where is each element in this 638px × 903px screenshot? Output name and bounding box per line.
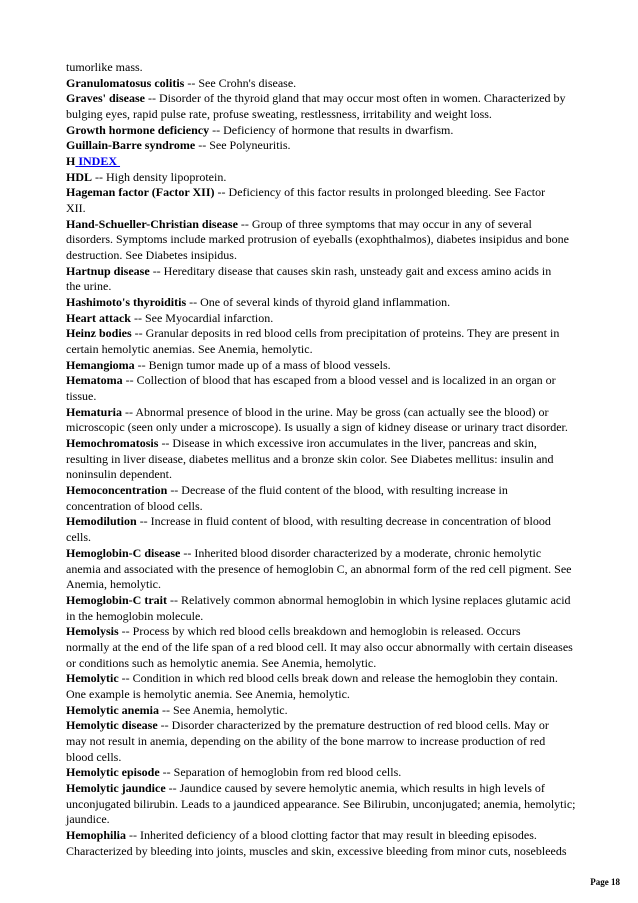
glossary-entry bbox=[66, 185, 606, 216]
glossary-entry bbox=[66, 624, 606, 671]
glossary-entry bbox=[66, 436, 606, 483]
entry-definition: Anemia, hemolytic. bbox=[66, 577, 161, 592]
entry-line bbox=[66, 201, 606, 217]
entry-term: Hageman factor (Factor XII) bbox=[66, 185, 215, 200]
entry-line bbox=[66, 358, 606, 374]
index-letter: H bbox=[66, 154, 76, 169]
entry-definition: -- See Polyneuritis. bbox=[198, 138, 291, 153]
entry-line bbox=[66, 609, 606, 625]
entry-line bbox=[66, 624, 606, 640]
entry-line bbox=[66, 279, 606, 295]
entry-line bbox=[66, 718, 606, 734]
entry-term: Hemolytic anemia bbox=[66, 702, 159, 717]
entry-term: Hemolytic disease bbox=[66, 718, 158, 733]
entry-line bbox=[66, 467, 606, 483]
entry-definition: XII. bbox=[66, 201, 86, 216]
entry-term: Graves' disease bbox=[66, 91, 145, 106]
entry-definition: concentration of blood cells. bbox=[66, 498, 203, 513]
entry-line bbox=[66, 420, 606, 436]
entry-term: Hematuria bbox=[66, 404, 122, 419]
entry-term: Heinz bodies bbox=[66, 326, 132, 341]
entry-definition: microscopic (seen only under a microscope). Is usually a sign of kidney disease or urinary tract disorder. bbox=[66, 420, 568, 435]
glossary-entry bbox=[66, 264, 606, 295]
entry-definition: in the hemoglobin molecule. bbox=[66, 608, 204, 623]
glossary-entry bbox=[66, 311, 606, 327]
entry-term: HDL bbox=[66, 169, 93, 184]
entry-definition: -- Process by which red blood cells breakdown and hemoglobin is released. Occurs bbox=[121, 624, 521, 639]
entry-line bbox=[66, 326, 606, 342]
entry-line bbox=[66, 232, 606, 248]
entry-definition: bulging eyes, rapid pulse rate, profuse sweating, restlessness, irritability and weight loss. bbox=[66, 107, 492, 122]
glossary-entry bbox=[66, 718, 606, 765]
entry-line bbox=[66, 546, 606, 562]
entry-line bbox=[66, 765, 606, 781]
entry-line bbox=[66, 687, 606, 703]
entry-line bbox=[66, 60, 606, 76]
entry-definition: -- Increase in fluid content of blood, with resulting decrease in concentration of blood bbox=[139, 514, 551, 529]
page-number: Page 18 bbox=[590, 877, 620, 887]
entry-line bbox=[66, 217, 606, 233]
entry-definition: -- Granular deposits in red blood cells from precipitation of proteins. They are present in bbox=[134, 326, 560, 341]
entry-definition: -- Hereditary disease that causes skin rash, unsteady gait and excess amino acids in bbox=[152, 263, 552, 278]
entry-term: Heart attack bbox=[66, 310, 131, 325]
entry-line bbox=[66, 248, 606, 264]
entry-definition: -- Disorder of the thyroid gland that may occur most often in women. Characterized by bbox=[148, 91, 566, 106]
entry-definition: normally at the end of the life span of a red blood cell. It may also occur abnormally with certain diseases bbox=[66, 639, 573, 654]
entry-definition: -- See Crohn's disease. bbox=[187, 75, 297, 90]
glossary-entry bbox=[66, 593, 606, 624]
entry-term: Hemolytic bbox=[66, 671, 119, 686]
entry-line bbox=[66, 405, 606, 421]
entry-line bbox=[66, 734, 606, 750]
entry-definition: -- Collection of blood that has escaped from a blood vessel and is localized in an organ or bbox=[125, 373, 556, 388]
entry-definition: tissue. bbox=[66, 389, 97, 404]
entry-line bbox=[66, 530, 606, 546]
entry-definition: resulting in liver disease, diabetes mellitus and a bronze skin color. See Diabetes mellitus: insulin and bbox=[66, 451, 554, 466]
entry-definition: -- Disease in which excessive iron accumulates in the liver, pancreas and skin, bbox=[161, 436, 537, 451]
glossary-entry bbox=[66, 295, 606, 311]
entry-term: Hemolysis bbox=[66, 624, 119, 639]
entry-definition: disorders. Symptoms include marked protrusion of eyeballs (exophthalmos), diabetes insipidus and bone bbox=[66, 232, 569, 247]
glossary-entry bbox=[66, 138, 606, 154]
entry-term: Hemoglobin-C trait bbox=[66, 592, 167, 607]
entry-definition: noninsulin dependent. bbox=[66, 467, 172, 482]
entry-line bbox=[66, 514, 606, 530]
entry-line bbox=[66, 452, 606, 468]
entry-term: Hematoma bbox=[66, 373, 123, 388]
glossary-entry bbox=[66, 217, 606, 264]
glossary-entry bbox=[66, 373, 606, 404]
glossary-entry bbox=[66, 483, 606, 514]
glossary-entry bbox=[66, 405, 606, 436]
entry-line bbox=[66, 389, 606, 405]
entry-definition: destruction. See Diabetes insipidus. bbox=[66, 248, 237, 263]
entry-line bbox=[66, 185, 606, 201]
entry-definition: -- Inherited deficiency of a blood clotting factor that may result in bleeding episodes. bbox=[129, 827, 537, 842]
entry-line bbox=[66, 797, 606, 813]
entry-line bbox=[66, 750, 606, 766]
entry-definition: -- Inherited blood disorder characterized by a moderate, chronic hemolytic bbox=[183, 545, 542, 560]
glossary-entry bbox=[66, 828, 606, 859]
entry-term: Hemolytic episode bbox=[66, 765, 160, 780]
entry-line bbox=[66, 107, 606, 123]
entry-line bbox=[66, 373, 606, 389]
entry-definition: -- Condition in which red blood cells break down and release the hemoglobin they contain. bbox=[121, 671, 558, 686]
entry-line bbox=[66, 812, 606, 828]
entry-definition: certain hemolytic anemias. See Anemia, hemolytic. bbox=[66, 342, 313, 357]
entry-line bbox=[66, 781, 606, 797]
glossary-entry bbox=[66, 514, 606, 545]
entry-line bbox=[66, 828, 606, 844]
entry-definition: -- See Anemia, hemolytic. bbox=[161, 702, 288, 717]
entry-definition: Characterized by bleeding into joints, muscles and skin, excessive bleeding from minor cuts, nosebleeds bbox=[66, 843, 567, 858]
entry-line bbox=[66, 436, 606, 452]
glossary-entry bbox=[66, 123, 606, 139]
entry-line bbox=[66, 76, 606, 92]
entry-line bbox=[66, 577, 606, 593]
glossary-entry bbox=[66, 671, 606, 702]
entry-line bbox=[66, 91, 606, 107]
index-link[interactable]: INDEX bbox=[78, 154, 118, 169]
entry-definition: -- Deficiency of this factor results in prolonged bleeding. See Factor bbox=[217, 185, 546, 200]
entry-line bbox=[66, 483, 606, 499]
entry-line bbox=[66, 703, 606, 719]
entry-definition: -- Decrease of the fluid content of the blood, with resulting increase in bbox=[170, 483, 508, 498]
entry-definition: jaundice. bbox=[66, 812, 110, 827]
entry-definition: One example is hemolytic anemia. See Anemia, hemolytic. bbox=[66, 686, 350, 701]
entry-definition: -- Deficiency of hormone that results in dwarfism. bbox=[212, 122, 454, 137]
entry-term: Hemoglobin-C disease bbox=[66, 545, 181, 560]
entry-definition: or conditions such as hemolytic anemia. See Anemia, hemolytic. bbox=[66, 655, 377, 670]
entry-line bbox=[66, 264, 606, 280]
entry-line bbox=[66, 170, 606, 186]
entry-line bbox=[66, 562, 606, 578]
entry-line bbox=[66, 295, 606, 311]
entry-term: Hemolytic jaundice bbox=[66, 780, 166, 795]
entry-definition: blood cells. bbox=[66, 749, 122, 764]
entry-term: Hemophilia bbox=[66, 827, 127, 842]
entry-line bbox=[66, 593, 606, 609]
entry-term: Growth hormone deficiency bbox=[66, 122, 210, 137]
glossary-entry-continuation bbox=[66, 60, 606, 76]
entry-definition: cells. bbox=[66, 530, 91, 545]
entry-definition: may not result in anemia, depending on the ability of the bone marrow to increase production of red bbox=[66, 733, 546, 748]
entry-term: Hemochromatosis bbox=[66, 436, 159, 451]
glossary-entry bbox=[66, 358, 606, 374]
entry-definition: tumorlike mass. bbox=[66, 60, 143, 74]
entry-term: Guillain-Barre syndrome bbox=[66, 138, 196, 153]
entry-definition: -- Benign tumor made up of a mass of blood vessels. bbox=[137, 357, 391, 372]
entry-line bbox=[66, 311, 606, 327]
entry-definition: -- Group of three symptoms that may occur in any of several bbox=[240, 216, 532, 231]
entry-term: Hemoconcentration bbox=[66, 483, 168, 498]
entry-term: Granulomatosus colitis bbox=[66, 75, 185, 90]
glossary-list bbox=[66, 60, 606, 859]
glossary-entry bbox=[66, 781, 606, 828]
entry-term: Hartnup disease bbox=[66, 263, 150, 278]
index-heading-line bbox=[66, 154, 606, 170]
entry-definition: -- Relatively common abnormal hemoglobin in which lysine replaces glutamic acid bbox=[170, 592, 571, 607]
entry-definition: -- Separation of hemoglobin from red blood cells. bbox=[162, 765, 402, 780]
entry-definition: -- Abnormal presence of blood in the urine. May be gross (can actually see the blood) or bbox=[125, 404, 549, 419]
glossary-entry bbox=[66, 703, 606, 719]
entry-line bbox=[66, 640, 606, 656]
entry-definition: the urine. bbox=[66, 279, 112, 294]
glossary-entry bbox=[66, 91, 606, 122]
entry-term: Hand-Schueller-Christian disease bbox=[66, 216, 238, 231]
glossary-entry bbox=[66, 76, 606, 92]
entry-definition: anemia and associated with the presence of hemoglobin C, an abnormal form of the red cell pigment. See bbox=[66, 561, 572, 576]
glossary-entry bbox=[66, 546, 606, 593]
glossary-entry bbox=[66, 765, 606, 781]
entry-line bbox=[66, 123, 606, 139]
glossary-entry bbox=[66, 170, 606, 186]
entry-line bbox=[66, 671, 606, 687]
entry-definition: -- See Myocardial infarction. bbox=[133, 310, 274, 325]
entry-term: Hashimoto's thyroiditis bbox=[66, 295, 187, 310]
entry-term: Hemodilution bbox=[66, 514, 137, 529]
entry-term: Hemangioma bbox=[66, 357, 135, 372]
entry-definition: -- Jaundice caused by severe hemolytic anemia, which results in high levels of bbox=[168, 780, 545, 795]
entry-line bbox=[66, 138, 606, 154]
entry-definition: -- Disorder characterized by the premature destruction of red blood cells. May or bbox=[160, 718, 549, 733]
entry-line bbox=[66, 844, 606, 860]
entry-line bbox=[66, 342, 606, 358]
entry-line bbox=[66, 656, 606, 672]
glossary-entry bbox=[66, 326, 606, 357]
entry-definition: -- High density lipoprotein. bbox=[95, 169, 227, 184]
entry-definition: -- One of several kinds of thyroid gland inflammation. bbox=[189, 295, 451, 310]
entry-line bbox=[66, 499, 606, 515]
entry-definition: unconjugated bilirubin. Leads to a jaundiced appearance. See Bilirubin, unconjugated; anemia, hemolytic; bbox=[66, 796, 576, 811]
index-section-heading bbox=[66, 154, 606, 170]
